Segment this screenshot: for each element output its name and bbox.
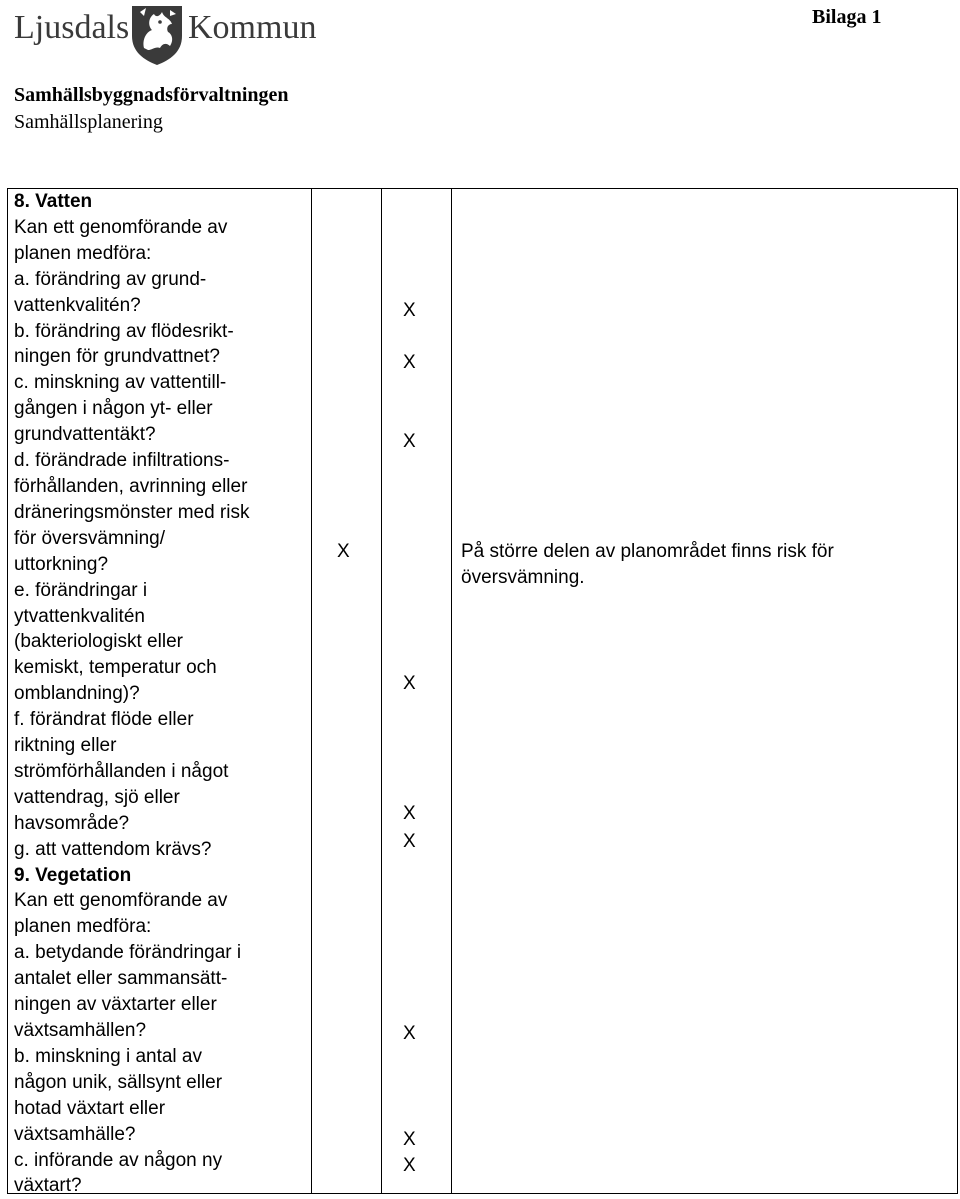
question-line: planen medföra: [14,242,152,264]
question-line: vattendrag, sjö eller [14,786,180,808]
question-line: Kan ett genomförande av [14,890,228,912]
section-heading: 8. Vatten [14,191,93,212]
appendix-label: Bilaga 1 [812,6,882,28]
question-line: riktning eller [14,735,117,757]
answer-mark-col2: X [403,1023,416,1044]
question-line: a. förändring av grund- [14,268,207,290]
question-line: vattenkvalitén? [14,294,141,316]
question-line: ningen av växtarter eller [14,994,217,1016]
question-line: a. betydande förändringar i [14,942,242,964]
question-line: g. att vattendom krävs? [14,838,212,860]
answer-mark-col2: X [403,431,416,452]
answer-mark-col2: X [403,1155,416,1176]
question-line: förhållanden, avrinning eller [14,475,248,497]
answer-mark-col2: X [403,1129,416,1150]
question-line: växtart? [14,1175,82,1197]
question-line: för översvämning/ [14,527,166,549]
answer-mark-col2: X [403,300,416,321]
question-line: kemiskt, temperatur och [14,657,217,679]
question-line: grundvattentäkt? [14,424,156,446]
question-line: c. minskning av vattentill- [14,372,227,394]
answer-mark-col2: X [403,803,416,824]
question-column [14,189,310,1199]
answer-mark-col2: X [403,673,416,694]
question-line: antalet eller sammansätt- [14,968,228,990]
answer-mark-col1: X [337,541,350,562]
answer-mark-col2: X [403,831,416,852]
question-line: dräneringsmönster med risk [14,501,250,523]
lion-crest-icon [126,2,188,66]
question-line: planen medföra: [14,916,152,938]
question-line: havsområde? [14,812,130,834]
question-line: b. förändring av flödesrikt- [14,320,234,342]
question-line: växtsamhällen? [14,1020,147,1041]
question-line: hotad växtart eller [14,1097,166,1119]
question-line: Kan ett genomförande av [14,216,228,238]
question-line: gången i någon yt- eller [14,398,213,420]
question-line: e. förändringar i [14,579,148,601]
column-divider [381,188,382,1194]
unit-name: Samhällsplanering [14,111,163,133]
municipality-logo [14,2,317,66]
column-divider [451,188,452,1194]
question-line: (bakteriologiskt eller [14,631,183,653]
question-line: ningen för grundvattnet? [14,346,220,368]
question-line: växtsamhälle? [14,1123,136,1145]
answer-mark-col2: X [403,352,416,373]
question-line: b. minskning i antal av [14,1045,202,1067]
question-line: ytvattenkvalitén [14,605,145,627]
logo-text-left: Ljusdals [14,9,130,46]
question-line: strömförhållanden i något [14,760,229,782]
section-heading: 9. Vegetation [14,864,132,886]
question-line: d. förändrade infiltrations- [14,450,230,472]
question-line: omblandning)? [14,683,140,705]
question-line: c. införande av någon ny [14,1149,223,1171]
comment-text: På större delen av planområdet finns risk för översvämning. [461,541,834,588]
logo-text-right: Kommun [188,9,317,46]
column-divider [311,188,312,1194]
department-name: Samhällsbyggnadsförvaltningen [14,84,289,106]
question-line: uttorkning? [14,553,109,575]
question-line: någon unik, sällsynt eller [14,1071,223,1093]
question-line: f. förändrat flöde eller [14,709,194,731]
